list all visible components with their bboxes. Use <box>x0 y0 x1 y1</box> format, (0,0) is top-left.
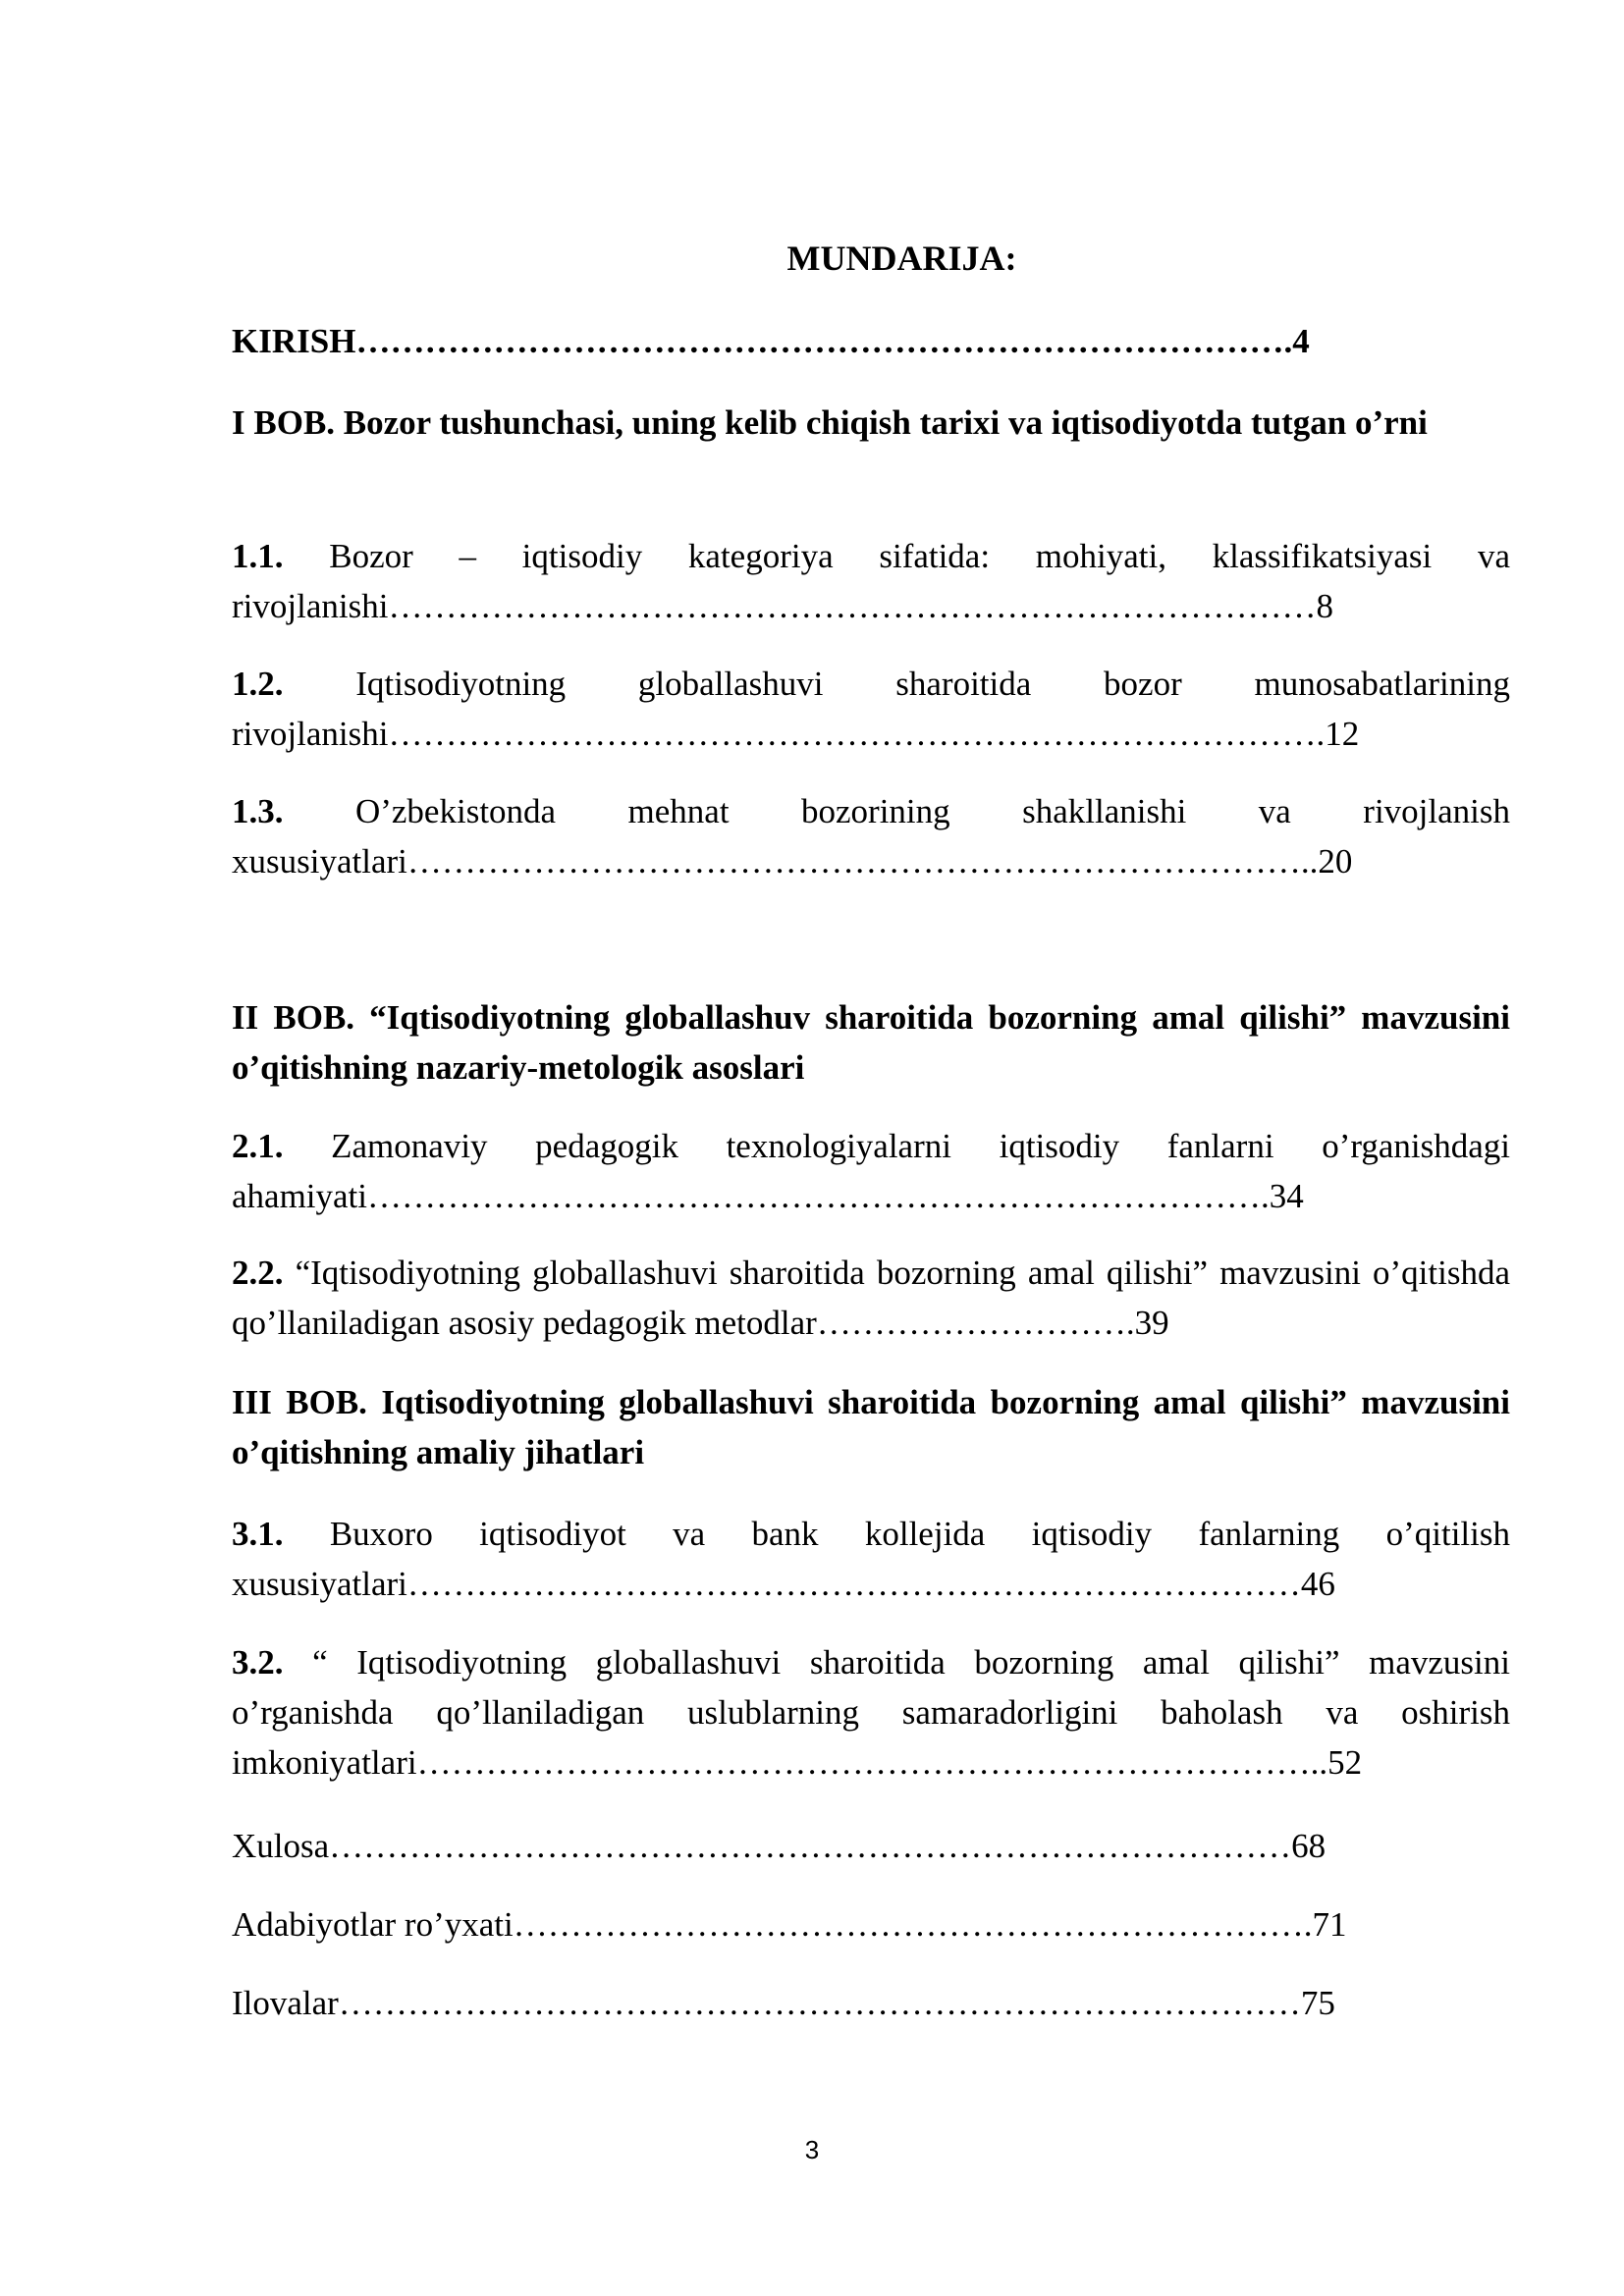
section-number: 1.2. <box>232 665 284 703</box>
chapter-heading: I BOB. Bozor tushunchasi, uning kelib chiqish tarixi va iqtisodiyotda tutgan o’rni <box>232 403 1428 442</box>
section-title: Bozor – iqtisodiy kategoriya sifatida: mohiyati, klassifikatsiyasi va rivojlanishi <box>232 537 1510 625</box>
toc-section-1-2 <box>232 659 1510 759</box>
section-number: 3.1. <box>232 1515 284 1553</box>
toc-section-3-2 <box>232 1637 1510 1788</box>
toc-leader: ………………………………………………………………………… <box>329 1827 1292 1865</box>
toc-entry-appendices <box>232 1978 1510 2028</box>
toc-page-number: 68 <box>1291 1827 1326 1865</box>
toc-leader: …………………………………………………………………… <box>406 1565 1301 1603</box>
toc-leader: ……………………………………………………………. <box>513 1905 1313 1944</box>
toc-leader: ………………………………………………………………………. <box>355 322 1293 360</box>
toc-entry-intro <box>232 316 1510 366</box>
toc-page-number: 4 <box>1292 322 1310 360</box>
section-title: Buxoro iqtisodiyot va bank kollejida iqtisodiy fanlarning o’qitilish xususiyatlari <box>232 1515 1510 1603</box>
toc-leader: …………………………………………………………………….. <box>416 1743 1328 1782</box>
toc-entry-references <box>232 1899 1510 1949</box>
toc-leader: ………………………. <box>816 1304 1135 1342</box>
page-title: MUNDARIJA: <box>786 239 1017 278</box>
section-title: “Iqtisodiyotning globallashuvi sharoitida bozorning amal qilishi” mavzusini o’qitishda qo’llaniladigan asosiy pedagogik metodlar <box>232 1254 1510 1342</box>
toc-chapter-1 <box>232 398 1510 448</box>
toc-page-number: 34 <box>1269 1177 1304 1215</box>
toc-page-number: 75 <box>1300 1984 1335 2022</box>
section-number: 2.1. <box>232 1127 284 1165</box>
chapter-heading: III BOB. Iqtisodiyotning globallashuvi sharoitida bozorning amal qilishi” mavzusini o’qitishning amaliy jihatlari <box>232 1383 1510 1471</box>
toc-chapter-2 <box>232 992 1510 1093</box>
section-title: Iqtisodiyotning globallashuvi sharoitida bozor munosabatlarining rivojlanishi <box>232 665 1510 753</box>
toc-label: Adabiyotlar ro’yxati <box>232 1905 514 1944</box>
section-title: O’zbekistonda mehnat bozorining shakllanishi va rivojlanish xususiyatlari <box>232 792 1510 881</box>
toc-entry-conclusion <box>232 1821 1510 1871</box>
toc-page-number: 39 <box>1134 1304 1169 1342</box>
toc-page-number: 20 <box>1318 842 1353 881</box>
toc-label: Ilovalar <box>232 1984 339 2022</box>
section-number: 1.3. <box>232 792 284 830</box>
toc-page-number: 8 <box>1316 587 1333 625</box>
toc-chapter-3 <box>232 1377 1510 1477</box>
toc-page-number: 46 <box>1300 1565 1335 1603</box>
toc-section-1-3 <box>232 786 1510 886</box>
section-title: Zamonaviy pedagogik texnologiyalarni iqtisodiy fanlarni o’rganishdagi ahamiyati <box>232 1127 1511 1215</box>
section-number: 3.2. <box>232 1643 284 1682</box>
page-number: 3 <box>804 2135 820 2164</box>
section-title: “ Iqtisodiyotning globallashuvi sharoitida bozorning amal qilishi” mavzusini o’rganishda qo’llaniladigan uslublarning samaradorligini baholash va oshirish imkoniyatlari <box>232 1643 1510 1782</box>
toc-page-number: 71 <box>1312 1905 1347 1944</box>
toc-leader: …………………………………………………………………….. <box>406 842 1319 881</box>
section-number: 1.1. <box>232 537 284 575</box>
toc-section-1-1 <box>232 531 1510 631</box>
chapter-heading: II BOB. “Iqtisodiyotning globallashuv sharoitida bozorning amal qilishi” mavzusini o’qitishning nazariy-metologik asoslari <box>232 998 1510 1087</box>
toc-label: KIRISH <box>232 322 356 360</box>
section-number: 2.2. <box>232 1254 284 1292</box>
toc-section-3-1 <box>232 1509 1510 1609</box>
toc-leader: ………………………………………………………………………. <box>388 715 1326 753</box>
toc-section-2-2 <box>232 1248 1510 1348</box>
toc-leader: ………………………………………………………………………… <box>338 1984 1301 2022</box>
toc-leader: ……………………………………………………………………… <box>388 587 1317 625</box>
toc-leader: ……………………………………………………………………. <box>367 1177 1270 1215</box>
toc-section-2-1 <box>232 1121 1510 1221</box>
toc-label: Xulosa <box>232 1827 330 1865</box>
toc-page-number: 52 <box>1327 1743 1363 1782</box>
toc-page-number: 12 <box>1325 715 1360 753</box>
